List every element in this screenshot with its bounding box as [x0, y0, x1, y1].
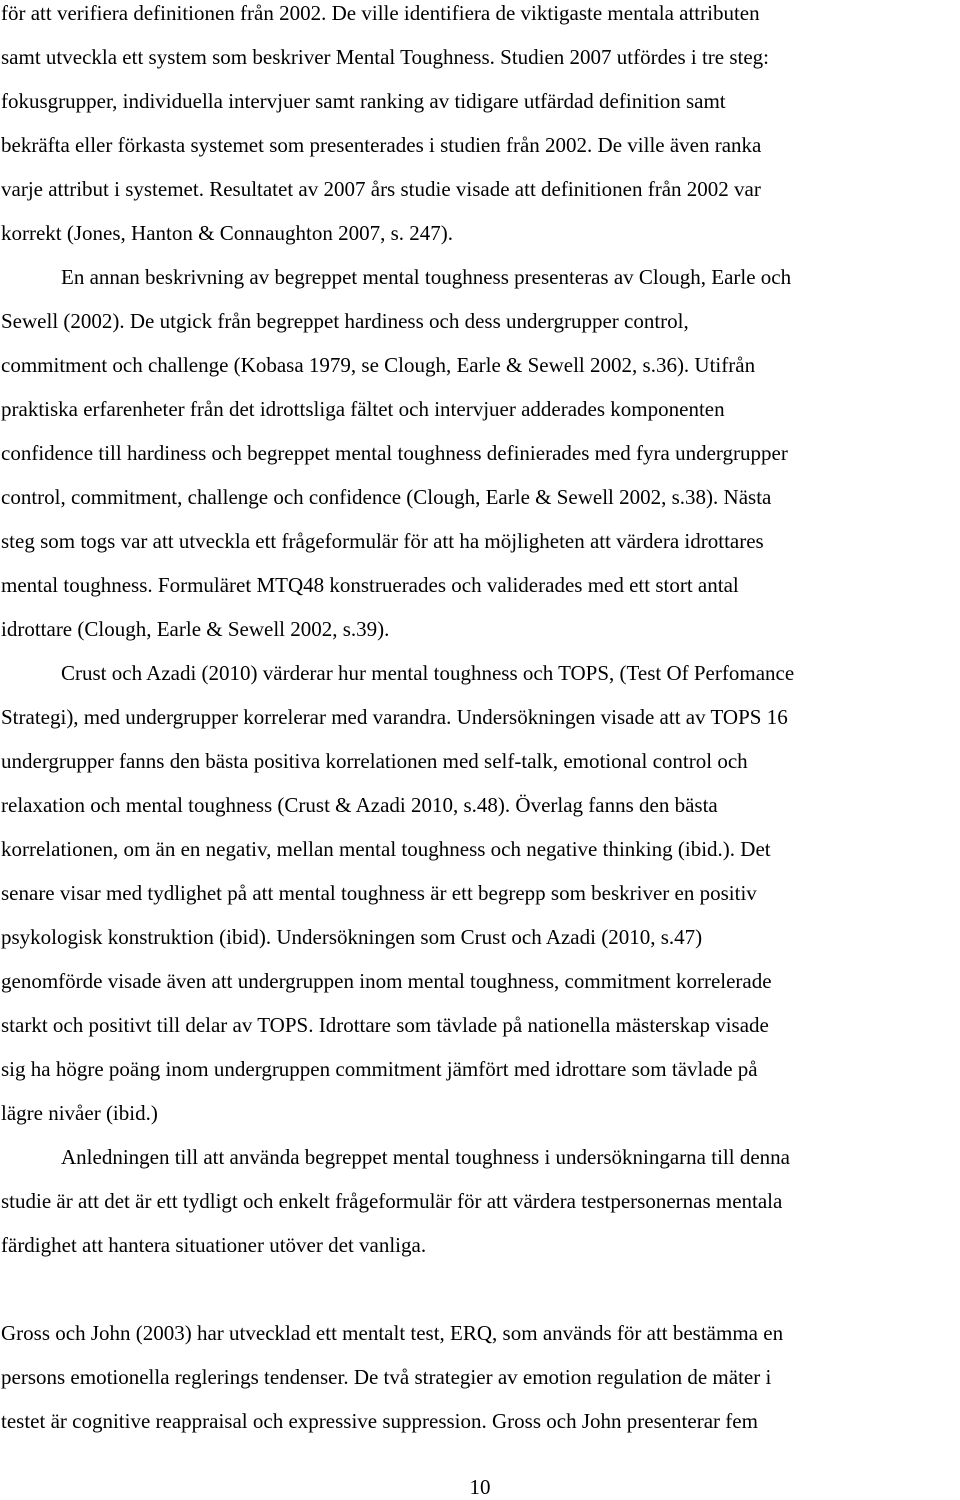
text-line: testet är cognitive reappraisal och expressive suppression. Gross och John presenterar fem [1, 1409, 758, 1433]
text-line: Strategi), med undergrupper korrelerar med varandra. Undersökningen visade att av TOPS 16 [1, 705, 788, 729]
text-line: mental toughness. Formuläret MTQ48 konstruerades och validerades med ett stort antal [1, 573, 739, 597]
text-line: psykologisk konstruktion (ibid). Undersökningen som Crust och Azadi (2010, s.47) [1, 925, 703, 949]
text-line: En annan beskrivning av begreppet mental toughness presenteras av Clough, Earle och [61, 265, 792, 289]
text-line: persons emotionella reglerings tendenser. De två strategier av emotion regulation de mäter i [1, 1365, 772, 1389]
text-line: Sewell (2002). De utgick från begreppet hardiness och dess undergrupper control, [1, 309, 689, 333]
text-line: varje attribut i systemet. Resultatet av 2007 års studie visade att definitionen från 2002 var [1, 177, 761, 201]
text-line: bekräfta eller förkasta systemet som presenterades i studien från 2002. De ville även ranka [1, 133, 762, 157]
text-line: studie är att det är ett tydligt och enkelt frågeformulär för att värdera testpersonernas mentala [1, 1189, 783, 1213]
text-line: undergrupper fanns den bästa positiva korrelationen med self-talk, emotional control och [1, 749, 748, 773]
text-line: korrekt (Jones, Hanton & Connaughton 2007, s. 247). [1, 221, 454, 245]
text-line: korrelationen, om än en negativ, mellan mental toughness och negative thinking (ibid.). Det [1, 837, 771, 861]
text-line: samt utveckla ett system som beskriver Mental Toughness. Studien 2007 utfördes i tre steg: [1, 45, 770, 69]
text-line: relaxation och mental toughness (Crust & Azadi 2010, s.48). Överlag fanns den bästa [1, 793, 718, 817]
text-line: genomförde visade även att undergruppen inom mental toughness, commitment korrelerade [1, 969, 772, 993]
text-line: lägre nivåer (ibid.) [1, 1101, 158, 1125]
text-line: Anledningen till att använda begreppet mental toughness i undersökningarna till denna [61, 1145, 790, 1169]
page-number: 10 [469, 1475, 491, 1499]
text-line: starkt och positivt till delar av TOPS. Idrottare som tävlade på nationella mästerskap visade [1, 1013, 769, 1037]
text-line: färdighet att hantera situationer utöver det vanliga. [1, 1233, 427, 1257]
text-line: senare visar med tydlighet på att mental toughness är ett begrepp som beskriver en positiv [1, 881, 757, 905]
text-line: Crust och Azadi (2010) värderar hur mental toughness och TOPS, (Test Of Perfomance [61, 661, 795, 685]
text-line: sig ha högre poäng inom undergruppen commitment jämfört med idrottare som tävlade på [1, 1057, 758, 1081]
text-line: steg som togs var att utveckla ett frågeformulär för att ha möjligheten att värdera idrottares [1, 529, 764, 553]
text-line: praktiska erfarenheter från det idrottsliga fältet och intervjuer adderades komponenten [1, 397, 725, 421]
text-line: fokusgrupper, individuella intervjuer samt ranking av tidigare utfärdad definition samt [1, 89, 726, 113]
text-line: control, commitment, challenge och confidence (Clough, Earle & Sewell 2002, s.38). Nästa [1, 485, 772, 509]
text-line: Gross och John (2003) har utvecklad ett mentalt test, ERQ, som används för att bestämma en [1, 1321, 784, 1345]
text-line: idrottare (Clough, Earle & Sewell 2002, s.39). [1, 617, 390, 641]
text-line: för att verifiera definitionen från 2002. De ville identifiera de viktigaste mentala attributen [1, 1, 760, 25]
text-line: commitment och challenge (Kobasa 1979, se Clough, Earle & Sewell 2002, s.36). Utifrån [1, 353, 756, 377]
text-line: confidence till hardiness och begreppet mental toughness definierades med fyra undergrupper [1, 441, 788, 465]
